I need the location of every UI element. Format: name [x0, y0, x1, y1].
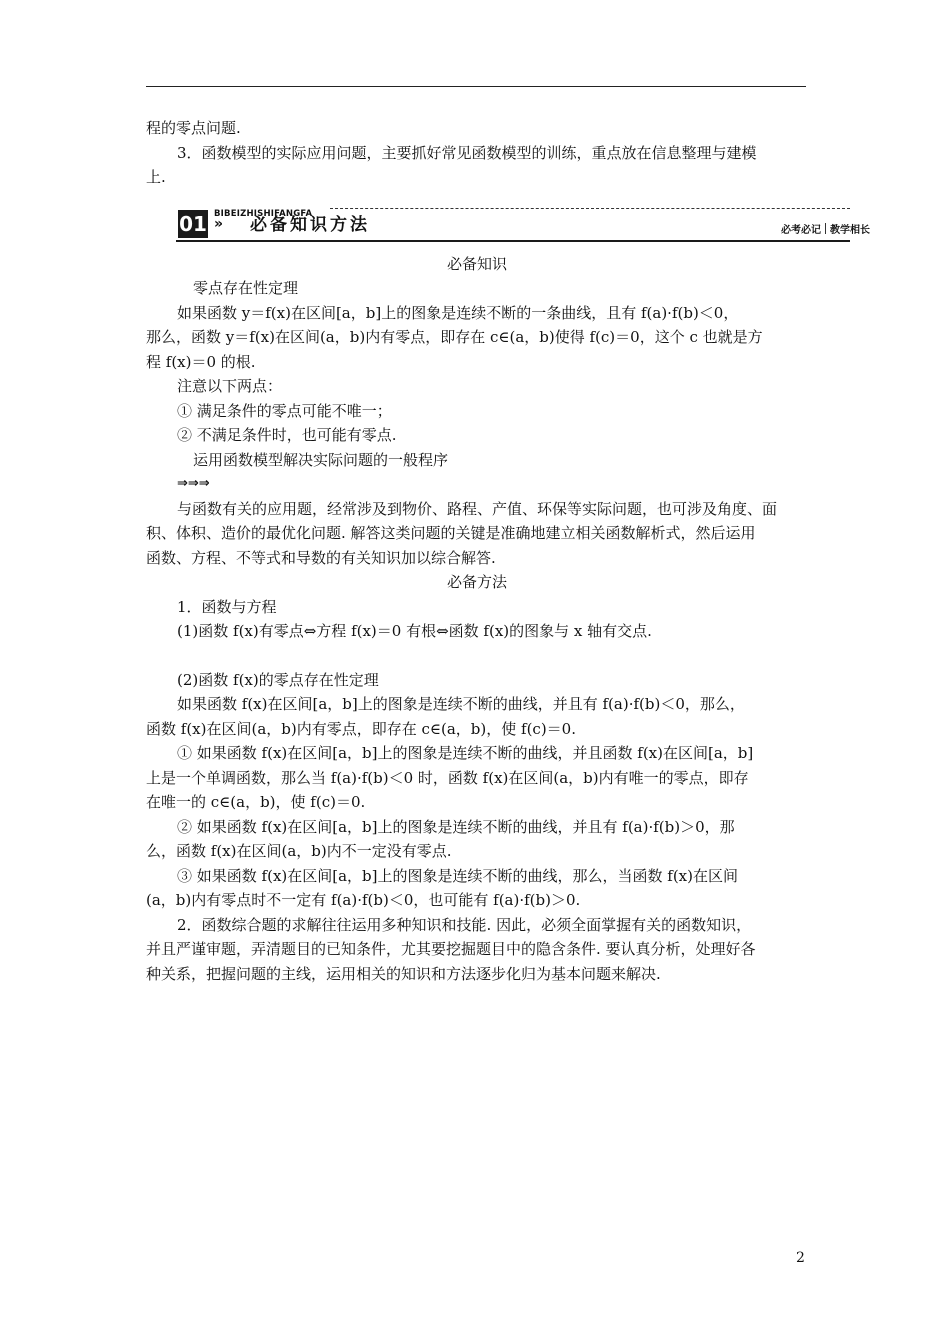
- header-rule: [146, 86, 806, 87]
- section-number-badge: 01: [179, 211, 207, 236]
- text-line: (2)函数 f(x)的零点存在性定理: [177, 670, 379, 689]
- section-title: 必备知识方法: [250, 214, 370, 235]
- text-line: 函数 f(x)在区间(a，b)内有零点，即存在 c∈(a，b)，使 f(c)＝0.: [146, 719, 576, 738]
- method-heading: 1．函数与方程: [177, 597, 277, 616]
- intro-line: 程的零点问题.: [146, 119, 241, 137]
- section-heading: 必备知识: [446, 254, 507, 273]
- text-line: ③ 如果函数 f(x)在区间[a，b]上的图象是连续不断的曲线，那么，当函数 f(x)在区间: [177, 866, 738, 885]
- banner-dashed-rule: [330, 208, 850, 209]
- text-line: 与函数有关的应用题，经常涉及到物价、路程、产值、环保等实际问题，也可涉及角度、面: [177, 499, 778, 518]
- text-line: 并且严谨审题，弄清题目的已知条件，尤其要挖掘题目中的隐含条件. 要认真分析，处理好各: [146, 940, 756, 958]
- intro-line: 上.: [146, 168, 166, 186]
- section-banner: [176, 202, 876, 242]
- subheading: 运用函数模型解决实际问题的一般程序: [193, 450, 449, 469]
- text-line: 2．函数综合题的求解往往运用多种知识和技能. 因此，必须全面掌握有关的函数知识，: [177, 915, 752, 934]
- text-line: 如果函数 f(x)在区间[a，b]上的图象是连续不断的曲线，并且有 f(a)·f(b)＜0，那么，: [177, 695, 745, 713]
- banner-underline: [176, 240, 850, 242]
- tagline-right: 教学相长: [830, 224, 870, 236]
- text-line: 那么，函数 y＝f(x)在区间(a，b)内有零点，即存在 c∈(a，b)使得 f(c)＝0，这个 c 也就是方: [146, 328, 763, 346]
- subheading: 零点存在性定理: [193, 279, 299, 297]
- text-line: 种关系，把握问题的主线，运用相关的知识和方法逐步化归为基本问题来解决.: [146, 964, 661, 983]
- note-line: 注意以下两点：: [177, 377, 283, 395]
- chevron-icon: »: [214, 215, 224, 232]
- section-heading: 必备方法: [446, 573, 507, 591]
- text-line: 如果函数 y＝f(x)在区间[a，b]上的图象是连续不断的一条曲线，且有 f(a)·f(b)＜0，: [177, 303, 739, 322]
- text-line: 程 f(x)＝0 的根.: [146, 352, 256, 371]
- page-number: 2: [796, 1250, 805, 1266]
- arrows-placeholder: ⇒⇒⇒: [177, 476, 210, 491]
- text-line: (1)函数 f(x)有零点⇔方程 f(x)＝0 有根⇔函数 f(x)的图象与 x 轴有交点.: [177, 622, 652, 640]
- tagline-left: 必考必记: [781, 224, 821, 236]
- note-item: ② 不满足条件时，也可能有零点.: [177, 426, 397, 444]
- text-line: (a，b)内有零点时不一定有 f(a)·f(b)＜0，也可能有 f(a)·f(b)＞0.: [146, 891, 581, 909]
- tagline-separator: [825, 223, 826, 234]
- text-line: ② 如果函数 f(x)在区间[a，b]上的图象是连续不断的曲线，并且有 f(a)·f(b)＞0，那: [177, 817, 735, 836]
- text-line: 么，函数 f(x)在区间(a，b)内不一定没有零点.: [146, 842, 452, 860]
- text-line: 上是一个单调函数，那么当 f(a)·f(b)＜0 时，函数 f(x)在区间(a，b)内有唯一的零点，即存: [146, 768, 749, 787]
- page-content: [146, 116, 870, 986]
- text-line: 积、体积、造价的最优化问题. 解答这类问题的关键是准确地建立相关函数解析式，然后运用: [146, 524, 756, 542]
- text-line: ① 如果函数 f(x)在区间[a，b]上的图象是连续不断的曲线，并且函数 f(x)在区间[a，b]: [177, 744, 754, 762]
- intro-line: 3．函数模型的实际应用问题，主要抓好常见函数模型的训练，重点放在信息整理与建模: [177, 143, 757, 162]
- note-item: ① 满足条件的零点可能不唯一；: [177, 401, 392, 420]
- text-line: 函数、方程、不等式和导数的有关知识加以综合解答.: [146, 548, 496, 567]
- banner-pinyin: BIBEIZHISHIFANGFA: [214, 208, 313, 219]
- text-line: 在唯一的 c∈(a，b)，使 f(c)＝0.: [146, 793, 366, 811]
- spacer: [146, 644, 808, 668]
